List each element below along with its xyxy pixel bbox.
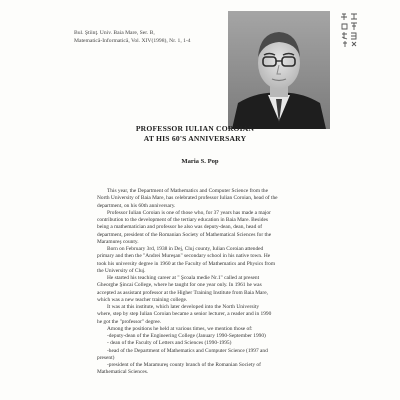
body-line: -president of the Maramureş county branch of the Romanian Society of <box>107 362 261 368</box>
journal-header <box>74 29 191 45</box>
body-line: This year, the Department of Mathematics and Computer Science from the <box>107 188 269 194</box>
portrait-photo <box>228 11 330 129</box>
body-line: present) <box>97 354 115 361</box>
body-text <box>97 188 329 377</box>
body-line: -head of the Department of Mathematics and Computer Science (1997 and <box>107 347 268 354</box>
journal-header-line-1: Bul. Ştiinţ. Univ. Baia Mare, Ser. B, <box>74 30 155 36</box>
body-line: Mathematical Sciences. <box>97 369 149 376</box>
body-line: primary and then the "Andrei Mureşan" secondary school in his native town. He <box>97 253 271 260</box>
body-line: where, step by step Iulian Coroian became a senior lecturer, a reader and in 1990 <box>97 311 272 318</box>
journal-header-line-2: Matematică-Informatică, Vol. XIV(1998), Nr. 1, 1-4 <box>74 38 191 44</box>
body-line: accepted as assistant professor at the Higher Training Institute from Baia Mare, <box>97 289 268 296</box>
body-line: he got the "professor" degree. <box>97 318 162 325</box>
author-name: Maria S. Pop <box>181 158 219 165</box>
body-line: He started his teaching career at " Şcoala medie Nr.1" called at present <box>107 275 260 281</box>
body-line: Professor Iulian Coroian is one of those who, for 37 years has made a major <box>107 209 271 216</box>
body-line: North University of Baia Mare, has celebrated professor Iulian Coroian, head of the <box>97 195 278 202</box>
body-line: Among the positions he held at various times, we mention those of: <box>107 325 253 332</box>
article-title-line-2: AT HIS 60'S ANNIVERSARY <box>143 134 247 143</box>
body-line: It was at this institute, which later developed into the North University <box>107 304 260 310</box>
body-line: the University of Cluj. <box>97 267 146 274</box>
article-title-line-1: PROFESSOR IULIAN COROIAN <box>135 124 255 133</box>
body-line: - dean of the Faculty of Letters and Sciences (1990-1995) <box>107 340 232 347</box>
body-line: being a mathematician and professor he also was deputy-dean, dean, head of <box>97 224 263 231</box>
body-line: took his university degree in 1960 at the Faculty of Mathematics and Physics from <box>97 260 276 267</box>
body-line: which was a new teacher training college. <box>97 296 188 303</box>
body-line: contribution to the development of the tertiary education in Baia Mare. Besides <box>97 217 268 223</box>
body-line: department, president of the Romanian Society of Mathematical Sciences for the <box>97 231 272 238</box>
body-line: -deputy-dean of the Engineering College (January 1990-September 1990) <box>107 333 266 339</box>
body-line: department, on his 60th anniversary. <box>97 202 176 209</box>
article-title <box>100 124 290 144</box>
body-line: Gheorghe Şincai College, where he taught for one year only. In 1961 he was <box>97 282 262 289</box>
library-stamp <box>338 12 362 48</box>
body-line: Born on February 3rd, 1938 in Dej, Cluj county, Iulian Coroian attended <box>107 246 264 252</box>
body-line: Maramureş county. <box>97 238 139 245</box>
